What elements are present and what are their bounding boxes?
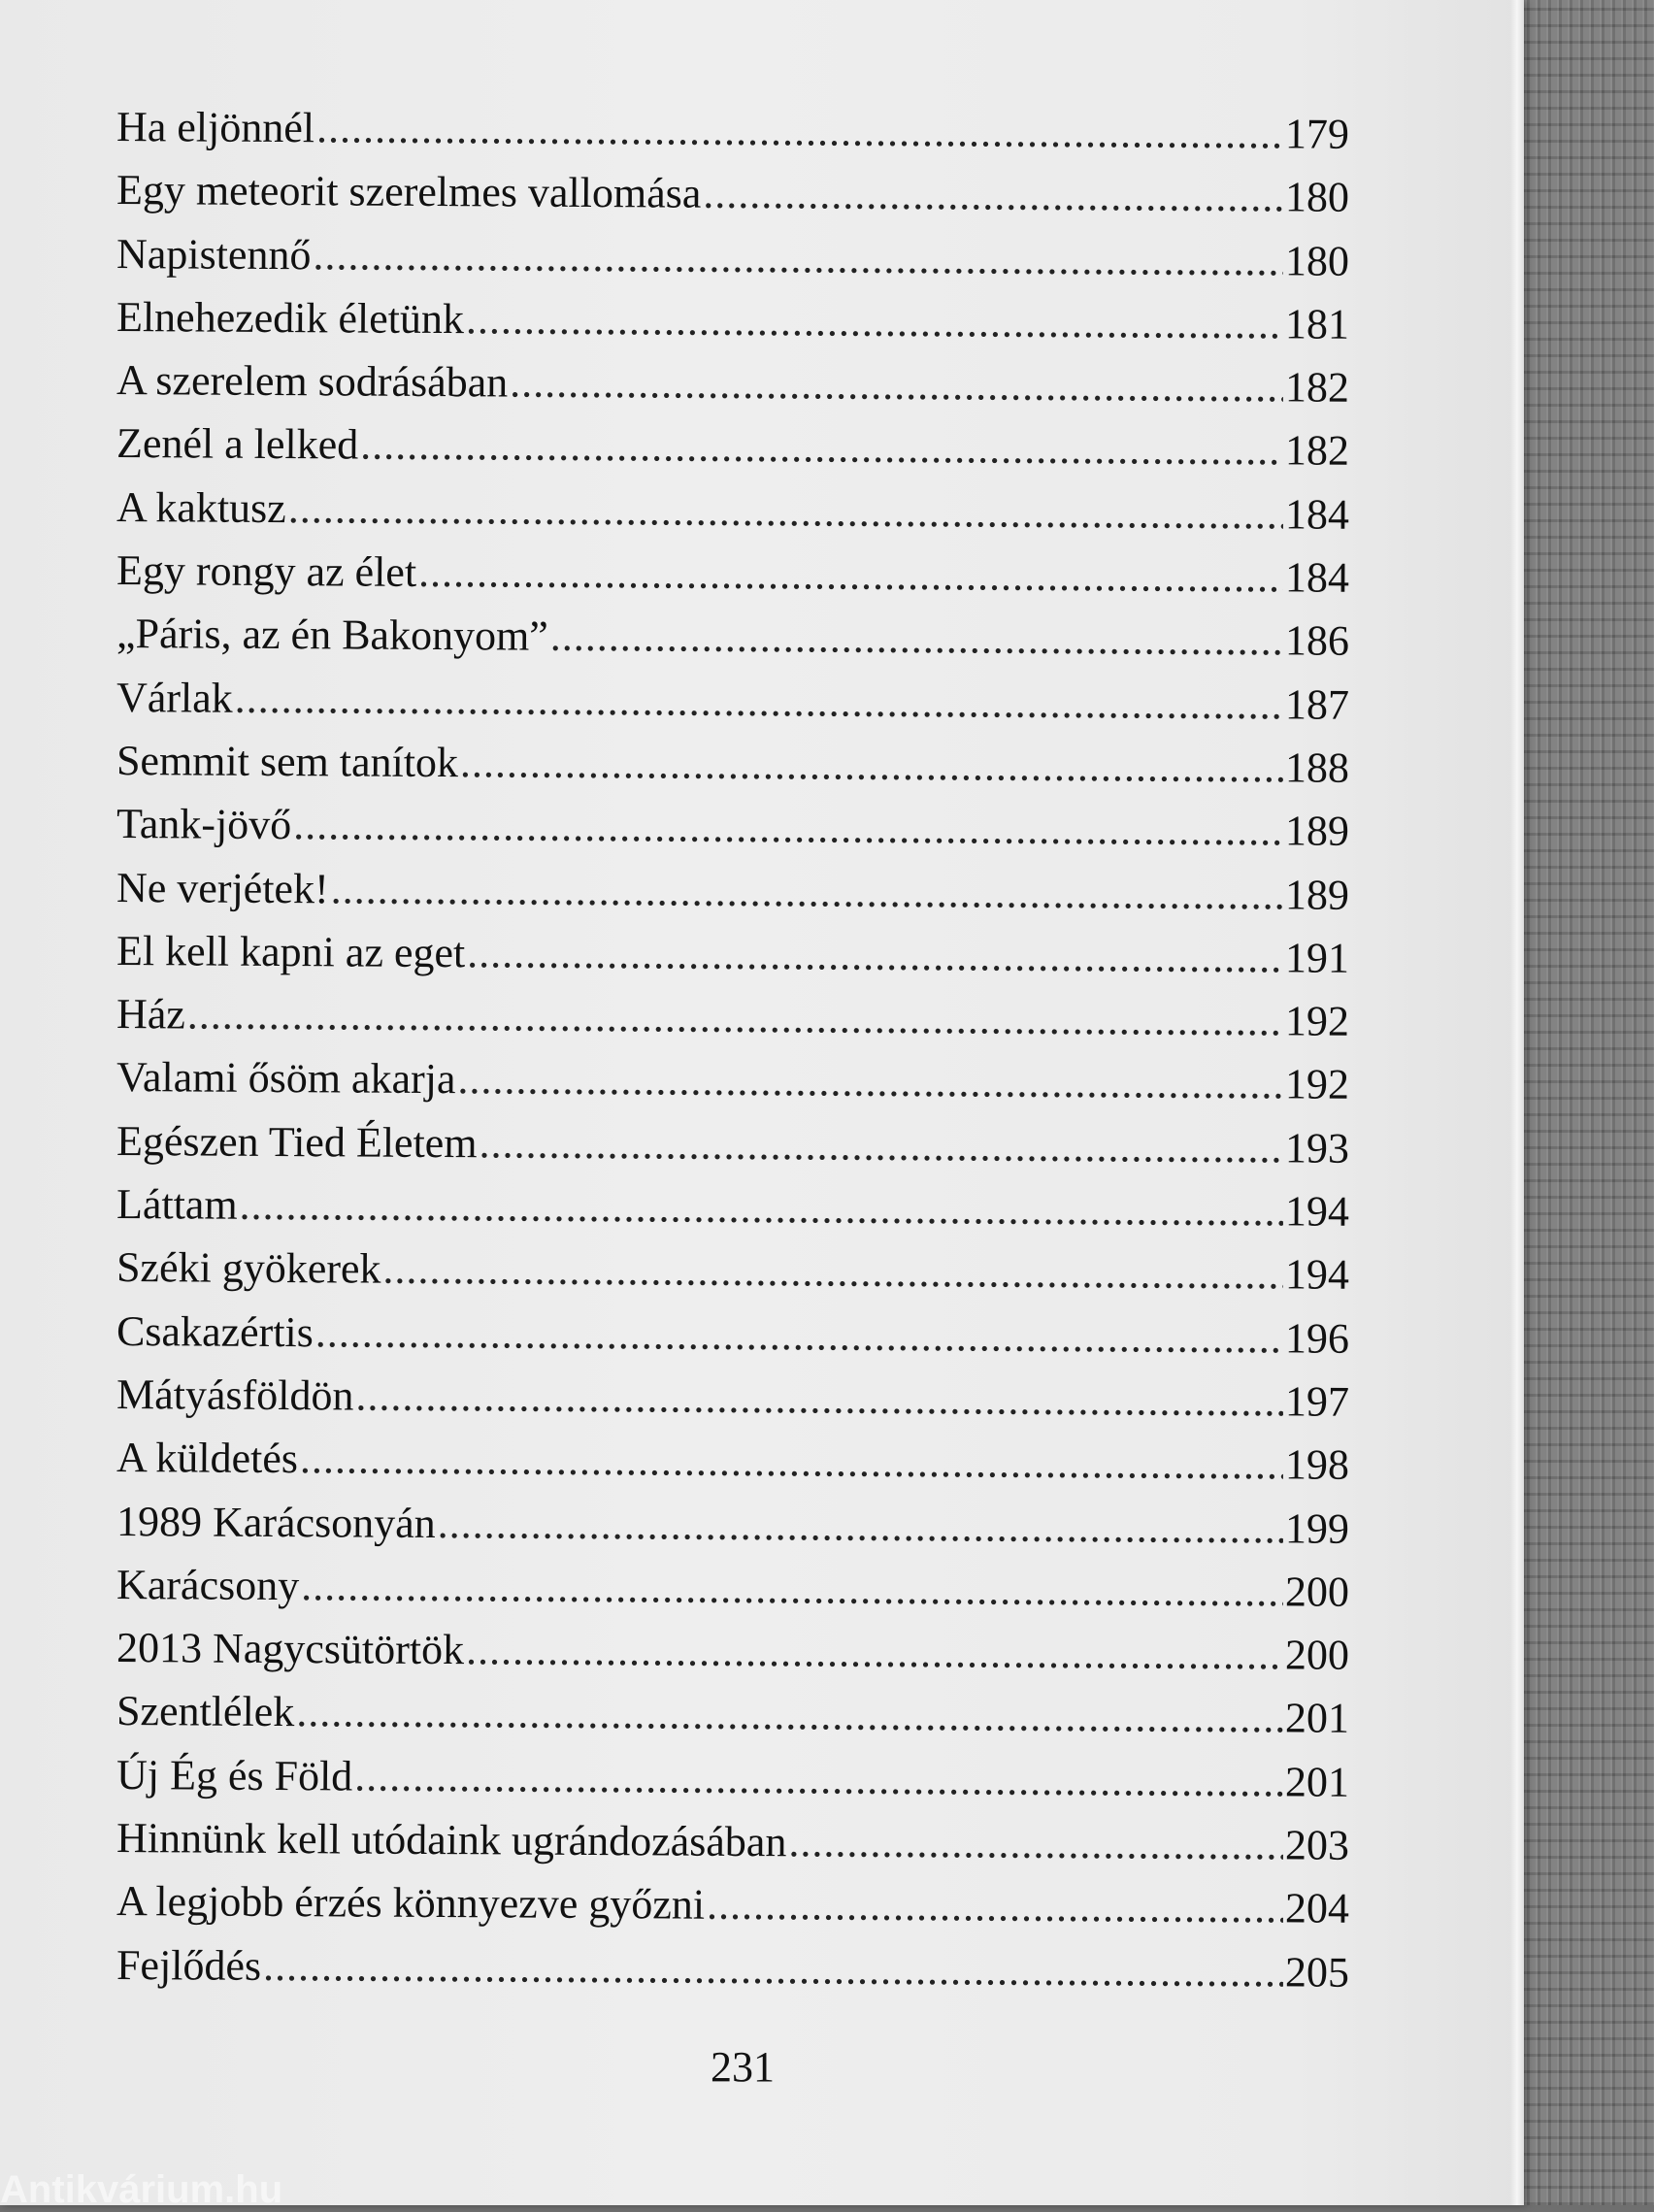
dot-leader (418, 547, 1283, 602)
toc-entry-page: 196 (1284, 1313, 1350, 1363)
dot-leader (235, 673, 1284, 729)
dot-leader (301, 1561, 1283, 1616)
toc-entry-title: Ne verjétek! (116, 863, 329, 912)
table-of-contents (116, 102, 1349, 2003)
dot-leader (315, 1307, 1283, 1363)
toc-entry-title: Karácsony (116, 1560, 300, 1609)
dot-leader (467, 928, 1283, 982)
watermark: Antikvárium.hu (0, 2168, 283, 2211)
page-edge (1510, 0, 1524, 2205)
toc-entry-title: Szentlélek (116, 1687, 295, 1736)
dot-leader (382, 1244, 1283, 1300)
toc-entry-page: 201 (1284, 1694, 1350, 1743)
toc-entry-page: 193 (1284, 1124, 1350, 1172)
toc-entry-title: Valami ősöm akarja (116, 1053, 456, 1104)
toc-entry-title: El kell kapni az eget (116, 926, 466, 977)
toc-entry-title: 1989 Karácsonyán (116, 1497, 436, 1547)
dot-leader (510, 358, 1283, 413)
toc-entry (116, 1813, 1349, 1884)
toc-entry (116, 102, 1349, 173)
toc-entry-title: Semmit sem tanítok (116, 736, 459, 787)
toc-entry-title: Napistennő (116, 229, 312, 279)
background-surface (1514, 0, 1654, 2205)
toc-entry-page: 205 (1284, 1947, 1350, 1997)
toc-entry (116, 1750, 1349, 1821)
dot-leader (360, 420, 1283, 476)
toc-entry (116, 609, 1349, 679)
toc-entry-title: Mátyásföldön (116, 1370, 354, 1420)
toc-entry (116, 926, 1349, 997)
toc-entry-title: Elnehezedik életünk (116, 292, 465, 344)
dot-leader (788, 1817, 1283, 1869)
toc-entry (116, 165, 1349, 236)
toc-entry-title: A kaktusz (116, 482, 286, 532)
dot-leader (288, 483, 1284, 539)
toc-entry-page: 200 (1284, 1631, 1350, 1679)
toc-entry-title: A küldetés (116, 1434, 299, 1483)
toc-entry-page: 182 (1284, 426, 1350, 476)
toc-entry (116, 1876, 1349, 1947)
dot-leader (438, 1499, 1284, 1553)
toc-entry (116, 1686, 1349, 1757)
dot-leader (355, 1370, 1283, 1426)
dot-leader (331, 864, 1284, 919)
toc-entry (116, 1179, 1349, 1250)
toc-entry-page: 197 (1284, 1377, 1350, 1426)
toc-entry-page: 187 (1284, 680, 1350, 729)
dot-leader (293, 800, 1283, 855)
toc-entry-page: 184 (1284, 553, 1350, 602)
toc-entry (116, 1940, 1349, 2011)
toc-entry-title: Fejlődés (116, 1940, 262, 1990)
toc-entry-page: 189 (1284, 807, 1350, 856)
toc-entry-page: 204 (1284, 1884, 1350, 1933)
toc-entry-page: 198 (1284, 1440, 1350, 1489)
toc-entry (116, 1116, 1349, 1187)
toc-entry-page: 180 (1284, 236, 1350, 285)
toc-entry-title: Várlak (116, 673, 233, 722)
toc-entry (116, 545, 1349, 616)
toc-entry (116, 1370, 1349, 1440)
toc-entry-title: Egy rongy az élet (116, 546, 417, 596)
dot-leader (703, 169, 1283, 222)
toc-entry-page: 192 (1284, 997, 1350, 1045)
dot-leader (466, 294, 1283, 348)
dot-leader (313, 230, 1283, 285)
toc-entry (116, 482, 1349, 553)
dot-leader (300, 1434, 1283, 1489)
toc-entry-page: 182 (1284, 363, 1350, 412)
toc-entry-page: 200 (1284, 1568, 1350, 1616)
toc-entry-title: Zenél a lelked (116, 419, 359, 470)
toc-entry-title: A legjobb érzés könnyezve győzni (116, 1877, 706, 1930)
toc-entry-page: 192 (1284, 1060, 1350, 1109)
toc-entry (116, 1242, 1349, 1313)
dot-leader (239, 1180, 1283, 1237)
toc-entry (116, 355, 1349, 426)
toc-entry (116, 1623, 1349, 1694)
toc-entry (116, 292, 1349, 363)
toc-entry (116, 1052, 1349, 1123)
toc-entry-page: 180 (1284, 173, 1350, 222)
dot-leader (550, 611, 1284, 666)
dot-leader (263, 1941, 1283, 1997)
toc-entry (116, 736, 1349, 807)
toc-entry-title: „Páris, az én Bakonyom” (116, 610, 548, 661)
toc-entry-title: A szerelem sodrásában (116, 356, 509, 407)
page-number: 231 (711, 2043, 775, 2091)
dot-leader (457, 1055, 1283, 1109)
toc-entry (116, 989, 1349, 1060)
toc-entry-title: Csakazértis (116, 1306, 314, 1356)
toc-entry-page: 189 (1284, 870, 1350, 919)
toc-entry-title: Egy meteorit szerelmes vallomása (116, 166, 702, 217)
toc-entry-page: 184 (1284, 490, 1350, 539)
toc-entry-title: Hinnünk kell utódaink ugrándozásában (116, 1814, 787, 1866)
toc-entry (116, 799, 1349, 870)
toc-entry-page: 194 (1284, 1187, 1350, 1236)
dot-leader (479, 1118, 1283, 1172)
toc-entry (116, 418, 1349, 489)
toc-entry-title: Tank-jövő (116, 800, 292, 849)
toc-entry-page: 194 (1284, 1250, 1350, 1300)
toc-entry-title: Láttam (116, 1180, 238, 1229)
toc-entry (116, 1497, 1349, 1568)
dot-leader (707, 1880, 1283, 1933)
toc-entry-title: Széki gyökerek (116, 1243, 381, 1294)
toc-entry-page: 203 (1284, 1821, 1350, 1869)
dot-leader (460, 738, 1283, 792)
toc-entry (116, 863, 1349, 934)
dot-leader (187, 990, 1283, 1046)
toc-entry (116, 1306, 1349, 1377)
toc-entry-page: 201 (1284, 1758, 1350, 1806)
dot-leader (296, 1688, 1283, 1743)
toc-entry (116, 229, 1349, 300)
toc-entry-page: 199 (1284, 1503, 1350, 1553)
toc-entry (116, 1560, 1349, 1631)
toc-entry-title: Ház (116, 990, 186, 1039)
toc-entry-title: Egészen Tied Életem (116, 1116, 478, 1168)
toc-entry-title: 2013 Nagycsütörtök (116, 1624, 465, 1674)
dot-leader (466, 1625, 1283, 1679)
toc-entry (116, 1433, 1349, 1503)
toc-entry-page: 188 (1284, 743, 1350, 792)
toc-entry-page: 179 (1284, 110, 1350, 158)
toc-entry-title: Új Ég és Föld (116, 1750, 353, 1800)
dot-leader (316, 103, 1283, 158)
toc-entry (116, 673, 1349, 743)
dot-leader (354, 1751, 1283, 1806)
toc-entry-title: Ha eljönnél (116, 103, 315, 152)
toc-entry-page: 186 (1284, 616, 1350, 666)
toc-entry-page: 181 (1284, 300, 1350, 348)
toc-entry-page: 191 (1284, 934, 1350, 982)
